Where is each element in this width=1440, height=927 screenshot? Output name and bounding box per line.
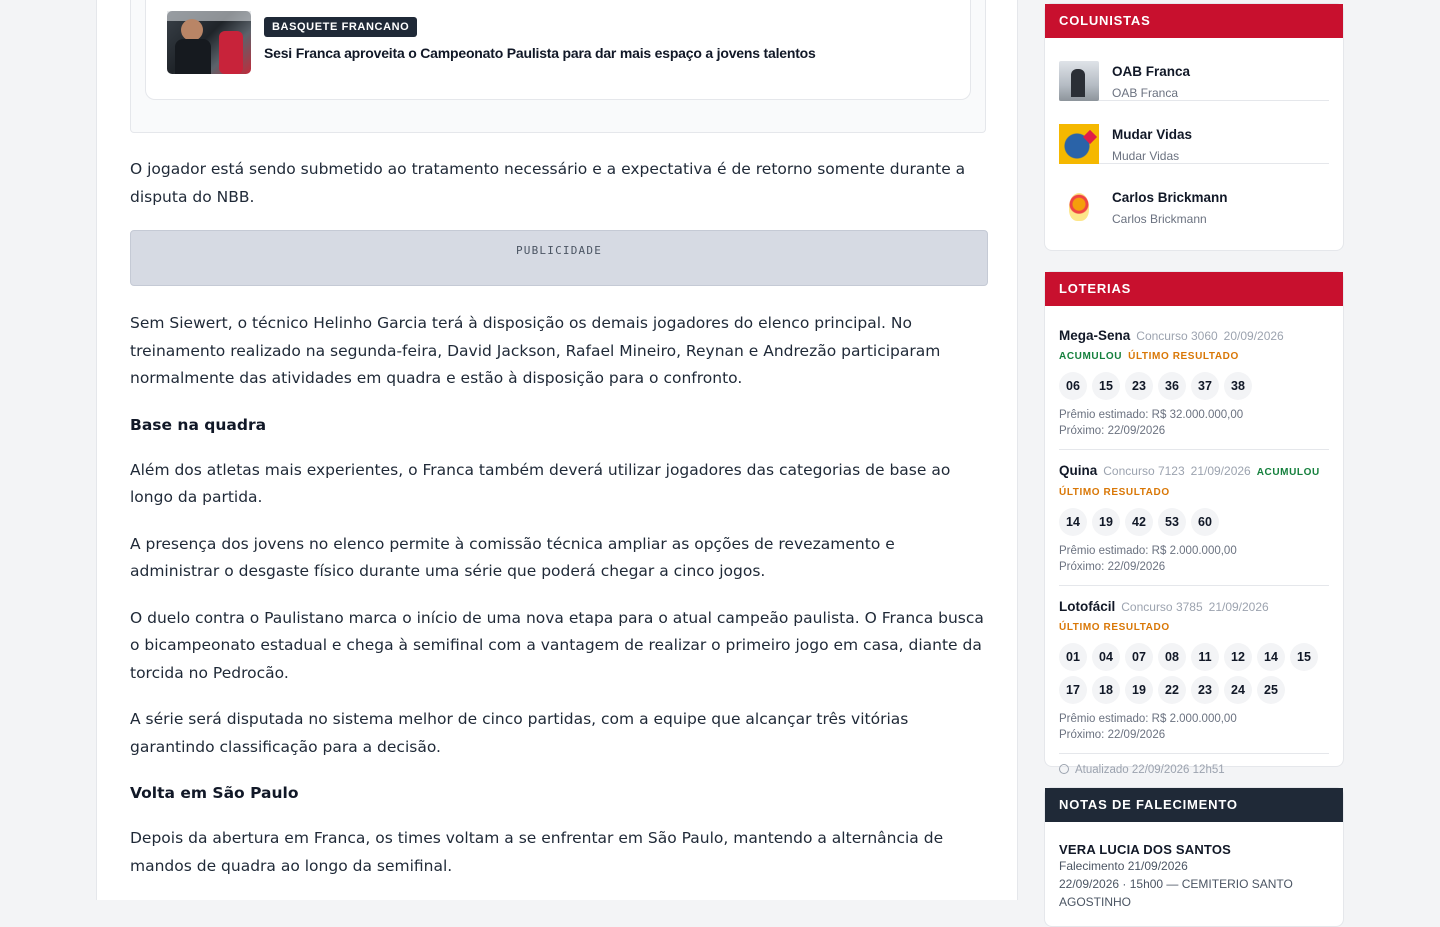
- lottery-concurso: Concurso 7123: [1103, 464, 1185, 478]
- clock-icon: [1059, 764, 1069, 774]
- lottery-game: [1059, 450, 1329, 586]
- colunista-avatar[interactable]: [1059, 187, 1099, 227]
- last-result-badge: ÚLTIMO RESULTADO: [1059, 622, 1170, 633]
- lottery-updated-text: Atualizado 22/09/2026 12h51: [1075, 764, 1225, 776]
- lottery-game-header: [1059, 461, 1329, 502]
- death-date: Falecimento 21/09/2026: [1059, 859, 1188, 873]
- lottery-numbers: [1059, 508, 1329, 541]
- lottery-game: [1059, 586, 1329, 754]
- colunista-item[interactable]: [1059, 164, 1329, 227]
- lottery-numbers: [1059, 643, 1329, 709]
- lottery-number-ball: 53: [1158, 508, 1186, 536]
- lottery-game-header: [1059, 597, 1329, 637]
- colunista-name[interactable]: OAB Franca: [1112, 64, 1191, 79]
- lottery-concurso: Concurso 3785: [1121, 600, 1203, 614]
- falecimento-header: NOTAS DE FALECIMENTO: [1045, 788, 1343, 822]
- lottery-number-ball: 07: [1125, 643, 1153, 671]
- lottery-draw-date: 21/09/2026: [1190, 464, 1251, 478]
- lottery-number-ball: 08: [1158, 643, 1186, 671]
- related-news-box: [130, 0, 986, 133]
- lottery-number-ball: 36: [1158, 372, 1186, 400]
- lottery-number-ball: 12: [1224, 643, 1252, 671]
- falecimento-widget: [1044, 787, 1344, 927]
- related-news-category-tag[interactable]: BASQUETE FRANCANO: [264, 17, 417, 37]
- lottery-number-ball: 38: [1224, 372, 1252, 400]
- accumulated-badge: ACUMULOU: [1059, 351, 1123, 362]
- article-subheading: Volta em São Paulo: [130, 784, 299, 802]
- lottery-prize: Prêmio estimado: R$ 2.000.000,00: [1059, 545, 1237, 557]
- article-paragraph: A série será disputada no sistema melhor de cinco partidas, com a equipe que alcançar três vitórias garantindo classificação para a decisão.: [130, 710, 909, 756]
- lottery-number-ball: 19: [1092, 508, 1120, 536]
- lottery-number-ball: 01: [1059, 643, 1087, 671]
- deceased-name[interactable]: VERA LUCIA DOS SANTOS: [1059, 842, 1232, 857]
- article-paragraph: A presença dos jovens no elenco permite à comissão técnica ampliar as opções de revezamento e administrar o desgaste físico durante uma série que poderá chegar a cinco jogos.: [130, 534, 895, 580]
- lottery-next-draw: Próximo: 22/09/2026: [1059, 425, 1166, 437]
- lottery-number-ball: 17: [1059, 676, 1087, 704]
- lottery-number-ball: 19: [1125, 676, 1153, 704]
- lottery-number-ball: 04: [1092, 643, 1120, 671]
- colunista-name[interactable]: Mudar Vidas: [1112, 127, 1193, 142]
- related-news-title[interactable]: Sesi Franca aproveita o Campeonato Paulista para dar mais espaço a jovens talentos: [264, 45, 816, 61]
- lottery-number-ball: 06: [1059, 372, 1087, 400]
- lottery-prize: Prêmio estimado: R$ 32.000.000,00: [1059, 409, 1244, 421]
- colunista-column-name: Mudar Vidas: [1112, 149, 1180, 163]
- lottery-number-ball: 60: [1191, 508, 1219, 536]
- lottery-game: [1059, 306, 1329, 450]
- article-paragraph: O jogador está sendo submetido ao tratamento necessário e a expectativa é de retorno somente durante a disputa do NBB.: [130, 160, 966, 206]
- main-column: [96, 0, 1018, 900]
- lottery-number-ball: 15: [1290, 643, 1318, 671]
- lottery-number-ball: 18: [1092, 676, 1120, 704]
- lottery-number-ball: 11: [1191, 643, 1219, 671]
- lottery-name: Quina: [1059, 463, 1098, 478]
- colunista-name[interactable]: Carlos Brickmann: [1112, 190, 1228, 205]
- lottery-concurso: Concurso 3060: [1136, 329, 1218, 343]
- lottery-numbers: [1059, 372, 1329, 405]
- lottery-number-ball: 14: [1257, 643, 1285, 671]
- colunistas-header: COLUNISTAS: [1045, 4, 1343, 38]
- colunista-avatar[interactable]: [1059, 124, 1099, 164]
- related-news-card[interactable]: [145, 0, 971, 100]
- lottery-prize: Prêmio estimado: R$ 2.000.000,00: [1059, 713, 1237, 725]
- funeral-info: 22/09/2026 · 15h00 — CEMITERIO SANTO AGOSTINHO: [1059, 877, 1293, 909]
- ad-slot: [130, 230, 988, 286]
- article-body: [130, 156, 988, 899]
- lottery-name: Mega-Sena: [1059, 328, 1131, 343]
- lottery-number-ball: 14: [1059, 508, 1087, 536]
- last-result-badge: ÚLTIMO RESULTADO: [1059, 487, 1170, 498]
- lottery-number-ball: 23: [1125, 372, 1153, 400]
- accumulated-badge: ACUMULOU: [1256, 467, 1320, 478]
- loterias-widget: [1044, 271, 1344, 776]
- lottery-next-draw: Próximo: 22/09/2026: [1059, 729, 1166, 741]
- lottery-number-ball: 42: [1125, 508, 1153, 536]
- colunistas-widget: [1044, 3, 1344, 251]
- lottery-number-ball: 22: [1158, 676, 1186, 704]
- lottery-draw-date: 21/09/2026: [1208, 600, 1269, 614]
- lottery-updated-info: [1059, 754, 1329, 786]
- article-paragraph: Sem Siewert, o técnico Helinho Garcia terá à disposição os demais jogadores do elenco principal. No treinamento realizado na segunda-feira, David Jackson, Rafael Mineiro, Reynan e Andrezão participaram normalmente das atividades em quadra e estão à disposição para o confronto.: [130, 314, 941, 387]
- lottery-number-ball: 23: [1191, 676, 1219, 704]
- lottery-number-ball: 37: [1191, 372, 1219, 400]
- loterias-header: LOTERIAS: [1045, 272, 1343, 306]
- article-paragraph: O duelo contra o Paulistano marca o início de uma nova etapa para o atual campeão paulista. O Franca busca o bicampeonato estadual e chega à semifinal com a vantagem de realizar o primeiro jogo em casa, diante da torcida no Pedrocão.: [130, 608, 984, 682]
- article-paragraph: Depois da abertura em Franca, os times voltam a se enfrentar em São Paulo, mantendo a alternância de mandos de quadra ao longo da semifinal.: [130, 829, 944, 875]
- colunista-item[interactable]: [1059, 38, 1329, 101]
- last-result-badge: ÚLTIMO RESULTADO: [1128, 351, 1239, 362]
- falecimento-note[interactable]: [1045, 822, 1343, 911]
- article-paragraph: Além dos atletas mais experientes, o Franca também deverá utilizar jogadores das categorias de base ao longo da partida.: [130, 460, 951, 506]
- article-subheading: Base na quadra: [130, 415, 267, 434]
- lottery-game-header: [1059, 326, 1329, 366]
- lottery-number-ball: 24: [1224, 676, 1252, 704]
- lottery-next-draw: Próximo: 22/09/2026: [1059, 561, 1166, 573]
- colunista-avatar[interactable]: [1059, 61, 1099, 101]
- colunista-column-name: Carlos Brickmann: [1112, 212, 1207, 226]
- lottery-number-ball: 15: [1092, 372, 1120, 400]
- colunista-item[interactable]: [1059, 101, 1329, 164]
- related-news-thumbnail[interactable]: [167, 11, 251, 74]
- ad-label: PUBLICIDADE: [515, 244, 603, 257]
- colunista-column-name: OAB Franca: [1112, 86, 1179, 100]
- lottery-number-ball: 25: [1257, 676, 1285, 704]
- lottery-draw-date: 20/09/2026: [1223, 329, 1284, 343]
- loterias-list: [1045, 306, 1343, 786]
- lottery-name: Lotofácil: [1059, 599, 1116, 614]
